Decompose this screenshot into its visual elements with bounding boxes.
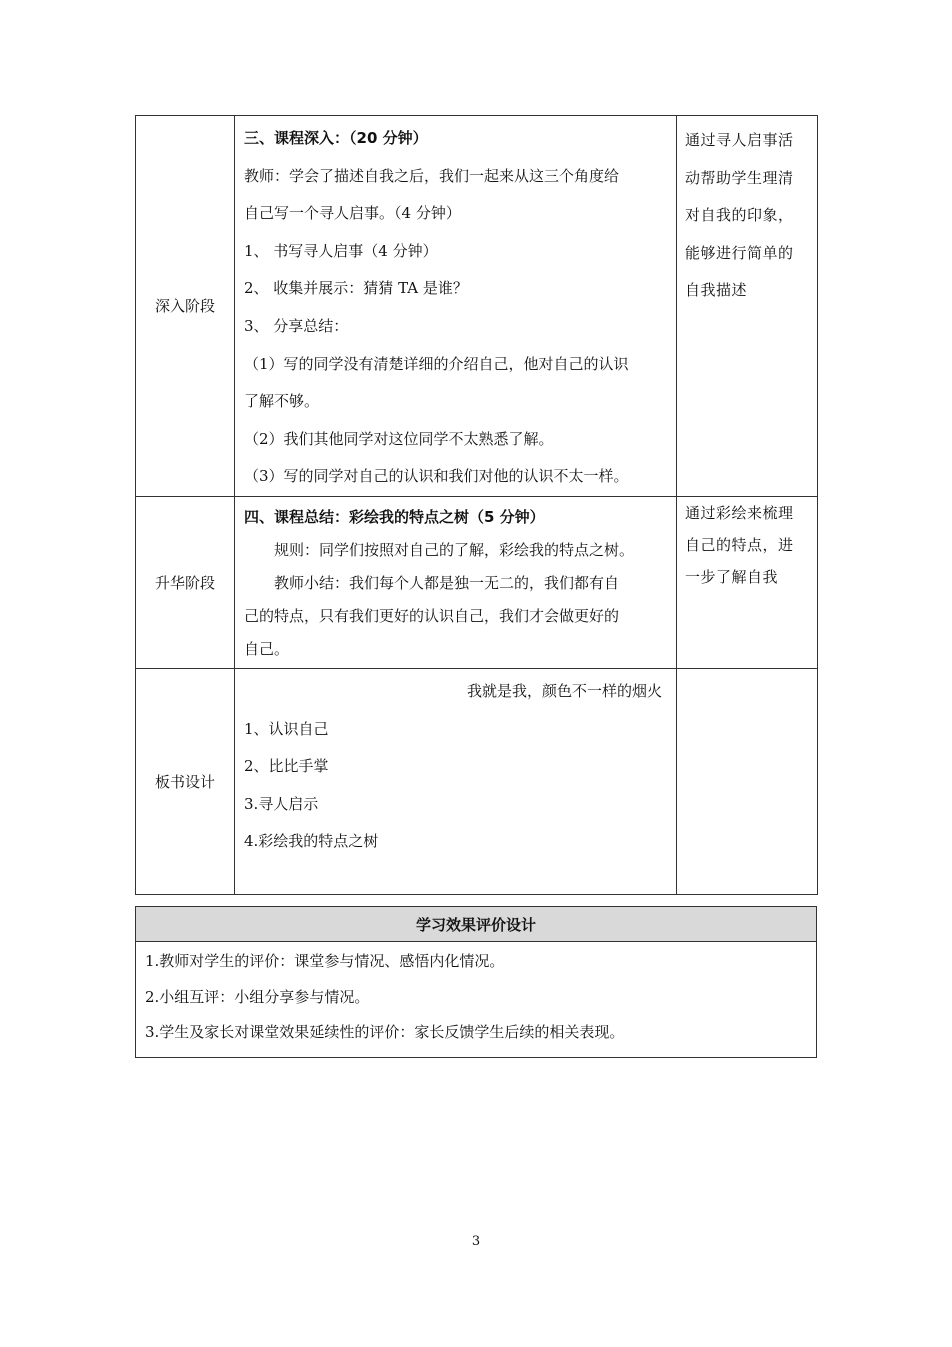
content-line: 规则：同学们按照对自己的了解，彩绘我的特点之树。 [274, 540, 635, 559]
note-line: 自己的特点，进 [685, 535, 794, 554]
content-line: 教师：学会了描述自我之后，我们一起来从这三个角度给 [244, 166, 620, 185]
content-line: 自己。 [244, 639, 290, 658]
table-row [136, 116, 818, 497]
content-line: 1、认识自己 [244, 719, 329, 738]
evaluation-title: 学习效果评价设计 [136, 907, 817, 942]
board-title: 我就是我，颜色不一样的烟火 [466, 681, 662, 700]
evaluation-item: 1.教师对学生的评价：课堂参与情况、感悟内化情况。 [145, 952, 505, 970]
table-row [136, 496, 818, 668]
content-line: 教师小结：我们每个人都是独一无二的，我们都有自 [274, 573, 620, 592]
note-line: 通过彩绘来梳理 [685, 503, 794, 522]
stage-label: 深入阶段 [136, 116, 235, 497]
stage-label: 升华阶段 [136, 496, 235, 668]
table-row [136, 942, 817, 1058]
evaluation-item: 2.小组互评：小组分享参与情况。 [145, 987, 370, 1006]
content-line: 2、比比手掌 [244, 757, 329, 776]
content-line: 了解不够。 [244, 392, 320, 411]
note-line: 一步了解自我 [685, 567, 779, 586]
section-heading: 三、课程深入：（20 分钟） [244, 129, 428, 147]
lesson-plan-table [135, 115, 818, 895]
content-line: 己的特点，只有我们更好的认识自己，我们才会做更好的 [244, 606, 620, 625]
note-line: 能够进行简单的 [685, 243, 794, 262]
content-line: （2）我们其他同学对这位同学不太熟悉了解。 [244, 429, 554, 448]
board-design [235, 668, 677, 894]
evaluation-table [135, 906, 817, 1058]
content-line: （3）写的同学对自己的认识和我们对他的认识不太一样。 [244, 467, 629, 486]
stage-content [235, 496, 677, 668]
content-line: 自己写一个寻人启事。（4 分钟） [244, 204, 461, 223]
content-line: （1）写的同学没有清楚详细的介绍自己，他对自己的认识 [244, 354, 629, 373]
stage-content [235, 116, 677, 497]
stage-label: 板书设计 [136, 668, 235, 894]
content-line: 2、 收集并展示：猜猜 TA 是谁？ [244, 279, 468, 298]
content-line: 1、 书写寻人启事（4 分钟） [244, 241, 438, 260]
note-line: 动帮助学生理清 [685, 168, 794, 187]
content-line: 4.彩绘我的特点之树 [244, 832, 379, 851]
design-intent [677, 668, 818, 894]
design-intent [677, 496, 818, 668]
content-line: 3、 分享总结： [244, 316, 349, 335]
evaluation-item: 3.学生及家长对课堂效果延续性的评价：家长反馈学生后续的相关表现。 [145, 1023, 625, 1041]
evaluation-body [136, 942, 817, 1058]
note-line: 通过寻人启事活 [685, 131, 794, 149]
content-line: 3.寻人启示 [244, 794, 319, 813]
table-row [136, 668, 818, 894]
page-number: 3 [471, 1234, 481, 1249]
note-line: 对自我的印象， [685, 206, 794, 225]
note-line: 自我描述 [685, 281, 748, 300]
table-row [136, 907, 817, 942]
section-heading: 四、课程总结：彩绘我的特点之树（5 分钟） [244, 507, 545, 526]
design-intent [677, 116, 818, 497]
